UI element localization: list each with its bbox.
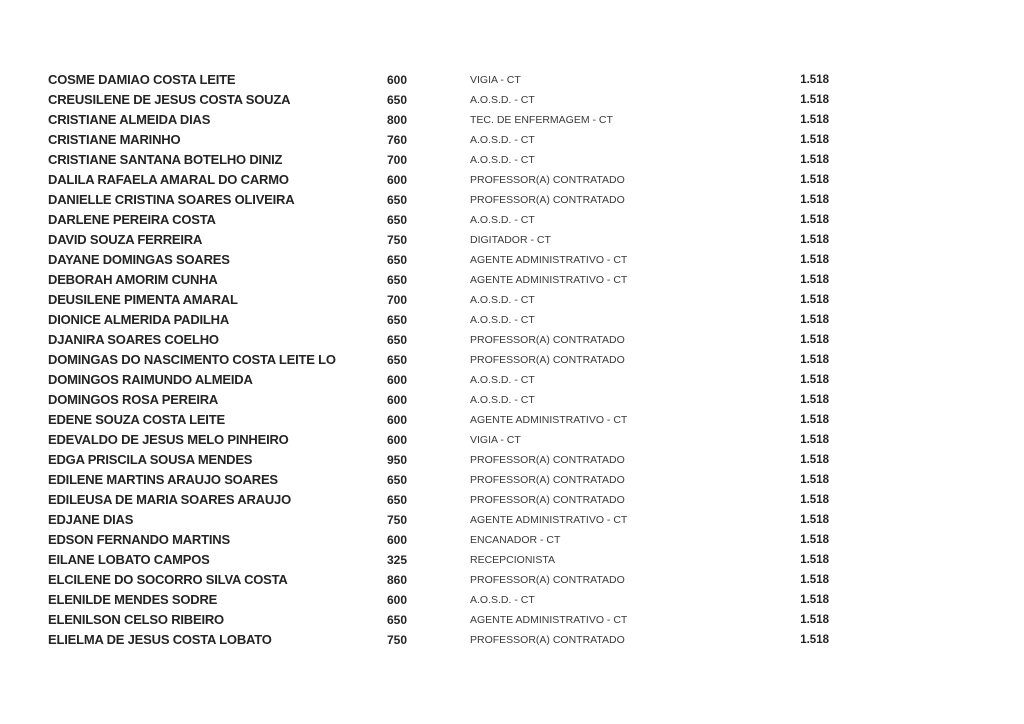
salary-amount: 650	[386, 493, 407, 507]
reference-value: 1.518	[800, 294, 829, 306]
reference-value: 1.518	[800, 534, 829, 546]
table-row	[48, 530, 829, 550]
job-title: VIGIA - CT	[470, 74, 521, 86]
reference-value: 1.518	[800, 154, 829, 166]
reference-value: 1.518	[800, 354, 829, 366]
job-title: AGENTE ADMINISTRATIVO - CT	[470, 614, 628, 626]
table-row	[48, 630, 829, 650]
table-row	[48, 570, 829, 590]
salary-amount: 750	[386, 513, 407, 527]
salary-amount: 650	[386, 353, 407, 367]
job-title: AGENTE ADMINISTRATIVO - CT	[470, 514, 628, 526]
table-row	[48, 490, 829, 510]
table-row	[48, 330, 829, 350]
job-title: A.O.S.D. - CT	[470, 214, 535, 226]
table-row	[48, 430, 829, 450]
salary-amount: 600	[386, 393, 407, 407]
table-row	[48, 590, 829, 610]
reference-value: 1.518	[800, 594, 829, 606]
employee-name: DANIELLE CRISTINA SOARES OLIVEIRA	[48, 192, 295, 207]
salary-amount: 750	[386, 233, 407, 247]
job-title: PROFESSOR(A) CONTRATADO	[470, 634, 625, 646]
job-title: PROFESSOR(A) CONTRATADO	[470, 194, 625, 206]
job-title: PROFESSOR(A) CONTRATADO	[470, 454, 625, 466]
salary-amount: 650	[386, 613, 407, 627]
employee-name: CRISTIANE MARINHO	[48, 132, 181, 147]
job-title: VIGIA - CT	[470, 434, 521, 446]
table-row	[48, 310, 829, 330]
employee-name: DOMINGAS DO NASCIMENTO COSTA LEITE LO	[48, 352, 336, 367]
job-title: A.O.S.D. - CT	[470, 594, 535, 606]
salary-amount: 650	[386, 313, 407, 327]
reference-value: 1.518	[800, 194, 829, 206]
table-row	[48, 510, 829, 530]
salary-amount: 950	[386, 453, 407, 467]
reference-value: 1.518	[800, 514, 829, 526]
reference-value: 1.518	[800, 234, 829, 246]
job-title: A.O.S.D. - CT	[470, 394, 535, 406]
employee-name: DIONICE ALMERIDA PADILHA	[48, 312, 230, 327]
table-row	[48, 130, 829, 150]
salary-amount: 700	[386, 153, 407, 167]
table-row	[48, 230, 829, 250]
employee-name: COSME DAMIAO COSTA LEITE	[48, 72, 236, 87]
job-title: A.O.S.D. - CT	[470, 134, 535, 146]
reference-value: 1.518	[800, 434, 829, 446]
job-title: PROFESSOR(A) CONTRATADO	[470, 574, 625, 586]
employee-name: DEBORAH AMORIM CUNHA	[48, 272, 218, 287]
salary-amount: 650	[386, 193, 407, 207]
reference-value: 1.518	[800, 174, 829, 186]
reference-value: 1.518	[800, 334, 829, 346]
job-title: AGENTE ADMINISTRATIVO - CT	[470, 254, 628, 266]
reference-value: 1.518	[800, 554, 829, 566]
reference-value: 1.518	[800, 494, 829, 506]
salary-amount: 600	[386, 413, 407, 427]
reference-value: 1.518	[800, 614, 829, 626]
reference-value: 1.518	[800, 274, 829, 286]
salary-amount: 600	[386, 173, 407, 187]
salary-amount: 650	[386, 273, 407, 287]
job-title: A.O.S.D. - CT	[470, 294, 535, 306]
table-row	[48, 290, 829, 310]
salary-amount: 650	[386, 333, 407, 347]
employee-name: ELENILDE MENDES SODRE	[48, 592, 218, 607]
job-title: PROFESSOR(A) CONTRATADO	[470, 474, 625, 486]
job-title: PROFESSOR(A) CONTRATADO	[470, 334, 625, 346]
table-row	[48, 150, 829, 170]
salary-amount: 600	[386, 373, 407, 387]
employee-name: EDENE SOUZA COSTA LEITE	[48, 412, 225, 427]
reference-value: 1.518	[800, 394, 829, 406]
employee-name: ELCILENE DO SOCORRO SILVA COSTA	[48, 572, 288, 587]
job-title: A.O.S.D. - CT	[470, 374, 535, 386]
table-row	[48, 190, 829, 210]
table-row	[48, 270, 829, 290]
job-title: RECEPCIONISTA	[470, 554, 555, 566]
table-row	[48, 470, 829, 490]
reference-value: 1.518	[800, 634, 829, 646]
salary-amount: 650	[386, 473, 407, 487]
employee-name: CRISTIANE ALMEIDA DIAS	[48, 112, 211, 127]
reference-value: 1.518	[800, 114, 829, 126]
employee-name: EDILEUSA DE MARIA SOARES ARAUJO	[48, 492, 291, 507]
employee-name: EILANE LOBATO CAMPOS	[48, 552, 210, 567]
employee-table	[48, 70, 829, 650]
table-row	[48, 610, 829, 630]
job-title: ENCANADOR - CT	[470, 534, 561, 546]
salary-amount: 860	[386, 573, 407, 587]
employee-name: DAVID SOUZA FERREIRA	[48, 232, 203, 247]
employee-name: CRISTIANE SANTANA BOTELHO DINIZ	[48, 152, 283, 167]
table-row	[48, 390, 829, 410]
job-title: PROFESSOR(A) CONTRATADO	[470, 494, 625, 506]
salary-amount: 750	[386, 633, 407, 647]
employee-name: ELENILSON CELSO RIBEIRO	[48, 612, 224, 627]
salary-amount: 600	[386, 593, 407, 607]
table-row	[48, 550, 829, 570]
job-title: PROFESSOR(A) CONTRATADO	[470, 354, 625, 366]
reference-value: 1.518	[800, 254, 829, 266]
job-title: DIGITADOR - CT	[470, 234, 551, 246]
reference-value: 1.518	[800, 74, 829, 86]
table-row	[48, 350, 829, 370]
employee-name: EDJANE DIAS	[48, 512, 134, 527]
table-row	[48, 170, 829, 190]
salary-amount: 650	[386, 213, 407, 227]
salary-amount: 325	[386, 553, 407, 567]
table-row	[48, 70, 829, 90]
employee-name: DOMINGOS ROSA PEREIRA	[48, 392, 219, 407]
salary-amount: 650	[386, 93, 407, 107]
table-row	[48, 250, 829, 270]
salary-amount: 760	[386, 133, 407, 147]
job-title: AGENTE ADMINISTRATIVO - CT	[470, 414, 628, 426]
job-title: PROFESSOR(A) CONTRATADO	[470, 174, 625, 186]
employee-name: EDGA PRISCILA SOUSA MENDES	[48, 452, 253, 467]
job-title: TEC. DE ENFERMAGEM - CT	[470, 114, 613, 126]
table-row	[48, 410, 829, 430]
reference-value: 1.518	[800, 374, 829, 386]
reference-value: 1.518	[800, 474, 829, 486]
employee-name: DALILA RAFAELA AMARAL DO CARMO	[48, 172, 289, 187]
job-title: A.O.S.D. - CT	[470, 314, 535, 326]
employee-name: EDSON FERNANDO MARTINS	[48, 532, 230, 547]
reference-value: 1.518	[800, 134, 829, 146]
table-row	[48, 450, 829, 470]
table-row	[48, 90, 829, 110]
reference-value: 1.518	[800, 454, 829, 466]
salary-amount: 600	[386, 533, 407, 547]
employee-name: CREUSILENE DE JESUS COSTA SOUZA	[48, 92, 291, 107]
salary-amount: 700	[386, 293, 407, 307]
table-row	[48, 370, 829, 390]
employee-name: EDILENE MARTINS ARAUJO SOARES	[48, 472, 278, 487]
employee-name: ELIELMA DE JESUS COSTA LOBATO	[48, 632, 272, 647]
employee-name: DOMINGOS RAIMUNDO ALMEIDA	[48, 372, 253, 387]
job-title: A.O.S.D. - CT	[470, 94, 535, 106]
employee-name: EDEVALDO DE JESUS MELO PINHEIRO	[48, 432, 289, 447]
salary-amount: 600	[386, 73, 407, 87]
reference-value: 1.518	[800, 314, 829, 326]
salary-amount: 800	[386, 113, 407, 127]
reference-value: 1.518	[800, 94, 829, 106]
reference-value: 1.518	[800, 574, 829, 586]
table-row	[48, 210, 829, 230]
reference-value: 1.518	[800, 414, 829, 426]
salary-amount: 600	[386, 433, 407, 447]
employee-name: DJANIRA SOARES COELHO	[48, 332, 219, 347]
employee-name: DEUSILENE PIMENTA AMARAL	[48, 292, 238, 307]
job-title: A.O.S.D. - CT	[470, 154, 535, 166]
salary-amount: 650	[386, 253, 407, 267]
employee-name: DAYANE DOMINGAS SOARES	[48, 252, 230, 267]
employee-name: DARLENE PEREIRA COSTA	[48, 212, 216, 227]
table-row	[48, 110, 829, 130]
reference-value: 1.518	[800, 214, 829, 226]
job-title: AGENTE ADMINISTRATIVO - CT	[470, 274, 628, 286]
